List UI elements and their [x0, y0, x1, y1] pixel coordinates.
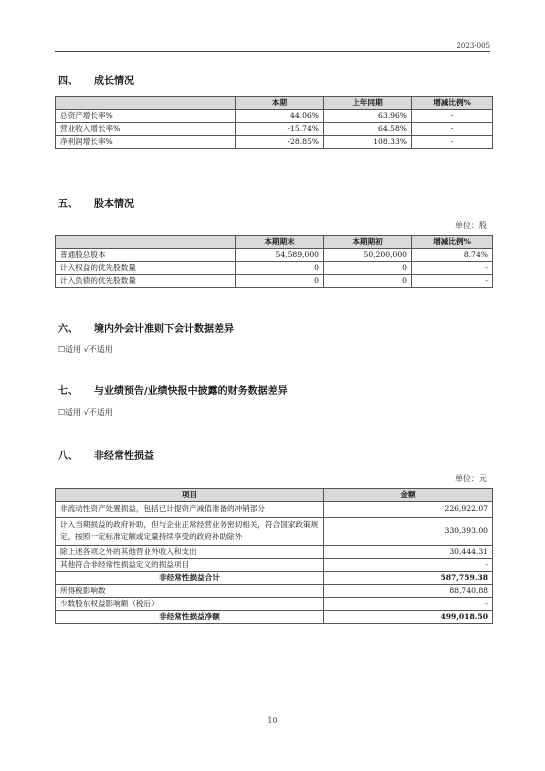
amount-value: 226,922.07	[324, 502, 493, 518]
section-title: 成长情况	[94, 76, 134, 87]
table-row	[56, 110, 493, 123]
subtotal-row	[56, 571, 493, 584]
section-title: 非经常性损益	[94, 451, 154, 462]
header-cell: 本期	[236, 97, 324, 110]
row-label: 所得税影响数	[56, 584, 324, 597]
section-title: 境内外会计准则下会计数据差异	[94, 324, 234, 335]
section-number: 六、	[58, 324, 78, 335]
section-7-heading	[58, 382, 288, 397]
header-cell: 项目	[56, 489, 324, 502]
header-cell: 本期期末	[236, 236, 324, 249]
unit-label: 单位：元	[455, 474, 487, 483]
applicability-note: ☐适用 √不适用	[58, 408, 113, 417]
prior-value: 64.58%	[324, 123, 412, 136]
amount-value: -	[324, 597, 493, 610]
table-row	[56, 502, 493, 518]
row-label: 非流动性资产处置损益，包括已计提资产减值准备的冲销部分	[56, 502, 324, 518]
table-row	[56, 136, 493, 149]
row-label: 非经常性损益合计	[56, 571, 324, 584]
table-row	[56, 123, 493, 136]
change-value: -	[412, 136, 493, 149]
section-6-heading	[58, 320, 234, 335]
header-cell: 本期期初	[324, 236, 412, 249]
table-header-row	[56, 489, 493, 502]
table-row	[56, 558, 493, 571]
table-header-row	[56, 97, 493, 110]
header-cell: 上年同期	[324, 97, 412, 110]
table-row	[56, 249, 493, 262]
share-capital-table	[55, 235, 493, 288]
prior-value: 63.96%	[324, 110, 412, 123]
section-number: 七、	[58, 386, 78, 397]
amount-value: 330,393.00	[324, 517, 493, 545]
non-recurring-table	[55, 488, 493, 624]
begin-value: 0	[324, 275, 412, 288]
header-rule	[55, 51, 490, 52]
table-row	[56, 517, 493, 545]
header-cell	[56, 97, 236, 110]
end-value: 54,589,000	[236, 249, 324, 262]
row-label: 计入负债的优先股数量	[56, 275, 236, 288]
row-label: 其他符合非经常性损益定义的损益项目	[56, 558, 324, 571]
table-row	[56, 262, 493, 275]
section-title: 股本情况	[94, 199, 134, 210]
applicability-note: ☐适用 √不适用	[58, 345, 113, 354]
change-value: -	[412, 123, 493, 136]
amount-value: 587,759.38	[324, 571, 493, 584]
unit-label: 单位：股	[455, 221, 487, 230]
section-number: 四、	[58, 76, 78, 87]
prior-value: 108.33%	[324, 136, 412, 149]
section-4-heading	[58, 72, 134, 87]
begin-value: 50,200,000	[324, 249, 412, 262]
table-header-row	[56, 236, 493, 249]
amount-value: 499,018.50	[324, 610, 493, 623]
growth-table	[55, 96, 493, 149]
section-8-heading	[58, 447, 154, 462]
row-label: 计入权益的优先股数量	[56, 262, 236, 275]
header-cell	[56, 236, 236, 249]
amount-value: -	[324, 558, 493, 571]
end-value: 0	[236, 262, 324, 275]
section-number: 八、	[58, 451, 78, 462]
section-title: 与业绩预告/业绩快报中披露的财务数据差异	[94, 386, 288, 397]
amount-value: 88,740.88	[324, 584, 493, 597]
row-label: 普通股总股本	[56, 249, 236, 262]
table-row	[56, 584, 493, 597]
row-label: 营业收入增长率%	[56, 123, 236, 136]
page-number: 10	[267, 716, 278, 725]
table-row	[56, 275, 493, 288]
row-label: 计入当期损益的政府补助，但与企业正常经营业务密切相关，符合国家政策规定，按照一定标准定额或定量持续享受的政府补助除外	[56, 517, 324, 545]
header-cell: 增减比例%	[412, 236, 493, 249]
end-value: 0	[236, 275, 324, 288]
change-value: -	[412, 110, 493, 123]
row-label: 除上述各项之外的其他营业外收入和支出	[56, 545, 324, 558]
change-value: 8.74%	[412, 249, 493, 262]
section-number: 五、	[58, 199, 78, 210]
total-row	[56, 610, 493, 623]
current-value: 44.06%	[236, 110, 324, 123]
row-label: 净利润增长率%	[56, 136, 236, 149]
begin-value: 0	[324, 262, 412, 275]
change-value: -	[412, 275, 493, 288]
section-5-heading	[58, 195, 134, 210]
row-label: 少数股东权益影响额（税后）	[56, 597, 324, 610]
row-label: 非经常性损益净额	[56, 610, 324, 623]
header-cell: 增减比例%	[412, 97, 493, 110]
row-label: 总资产增长率%	[56, 110, 236, 123]
current-value: -15.74%	[236, 123, 324, 136]
amount-value: 30,444.31	[324, 545, 493, 558]
current-value: -28.85%	[236, 136, 324, 149]
document-id: 2023-005	[456, 42, 490, 50]
table-row	[56, 545, 493, 558]
change-value: -	[412, 262, 493, 275]
table-row	[56, 597, 493, 610]
header-cell: 金额	[324, 489, 493, 502]
